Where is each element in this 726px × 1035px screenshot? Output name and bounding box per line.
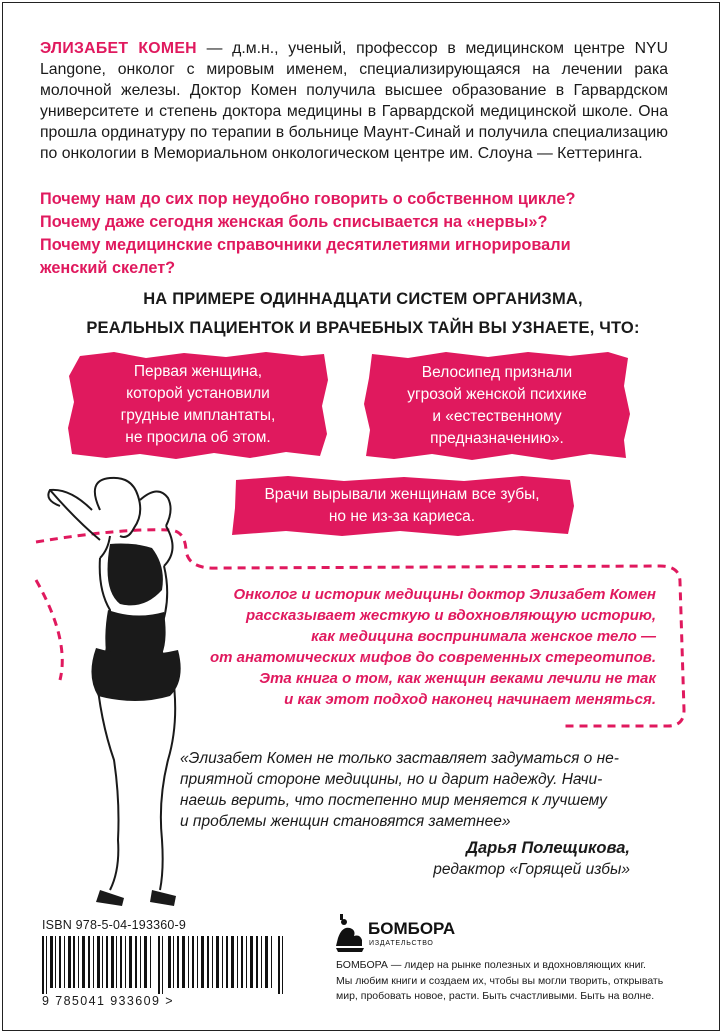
fact-line: предназначению». (430, 430, 564, 447)
description-line: рассказывает жесткую и вдохновляющую историю, (246, 607, 656, 624)
question-line: Почему медицинские справочники десятилетиями игнорировали (40, 236, 571, 254)
publisher-info (336, 958, 676, 1005)
fact-line: грудные имплантаты, (120, 407, 276, 424)
review-line: «Элизабет Комен не только заставляет задуматься о не- (180, 750, 619, 767)
publisher-line: мир, пробовать новое, расти. Быть счастливыми. Быть на волне. (336, 990, 655, 1002)
fact-line: Велосипед признали (421, 364, 573, 381)
barcode-number: 9 785041 933609 > (42, 994, 174, 1008)
publisher-logo (336, 912, 476, 957)
description-line: и как этот подход наконец начинает меняться. (284, 691, 656, 708)
fact-line: и «естественному (432, 408, 562, 425)
description-line: Эта книга о том, как женщин веками лечили не так (259, 670, 656, 687)
review-line: приятной стороне медицины, но и дарит надежду. Начи- (180, 771, 603, 788)
book-description (196, 584, 656, 710)
fact-line: Первая женщина, (133, 363, 263, 380)
publisher-line: Мы любим книги и создаем их, чтобы вы могли творить, открывать (336, 974, 664, 987)
fact-line: но не из-за кариеса. (328, 508, 476, 525)
review-quote (180, 748, 660, 880)
publisher-line: БОМБОРА — лидер на рынке полезных и вдохновляющих книг. (336, 959, 646, 971)
headline (0, 285, 726, 343)
fact-line: Врачи вырывали женщинам все зубы, (264, 486, 540, 503)
barcode (42, 936, 287, 994)
questions-block (40, 188, 680, 280)
review-author-role: редактор «Горящей избы» (433, 861, 630, 878)
question-line: Почему нам до сих пор неудобно говорить о собственном цикле? (40, 190, 576, 208)
fact-line: которой установили (126, 385, 270, 402)
headline-line: РЕАЛЬНЫХ ПАЦИЕНТОК И ВРАЧЕБНЫХ ТАЙН ВЫ УЗНАЕТЕ, ЧТО: (86, 319, 640, 337)
review-author: Дарья Полещикова, (466, 839, 630, 857)
review-line: наешь верить, что постепенно мир меняется к лучшему (180, 792, 607, 809)
author-bio (40, 38, 668, 164)
description-line: как медицина воспринимала женское тело — (311, 628, 656, 645)
logo-sub: ИЗДАТЕЛЬСТВО (369, 940, 434, 947)
description-line: от анатомических мифов до современных стереотипов. (209, 649, 656, 666)
fact-line: не просила об этом. (125, 429, 271, 446)
fact-blob-1 (66, 350, 330, 460)
author-name: ЭЛИЗАБЕТ КОМЕН (40, 40, 197, 57)
headline-line: НА ПРИМЕРЕ ОДИННАДЦАТИ СИСТЕМ ОРГАНИЗМА, (143, 290, 583, 308)
bombora-logo-icon (336, 912, 476, 952)
review-line: и проблемы женщин становятся заметнее» (180, 813, 511, 830)
question-line: Почему даже сегодня женская боль списывается на «нервы»? (40, 213, 548, 231)
question-line: женский скелет? (40, 259, 176, 277)
description-line: Онколог и историк медицины доктор Элизабет Комен (233, 586, 656, 603)
fact-line: угрозой женской психике (407, 386, 587, 403)
isbn-label: ISBN 978-5-04-193360-9 (42, 918, 187, 932)
fact-blob-2 (362, 350, 632, 462)
logo-name: БОМБОРА (368, 919, 456, 938)
author-bio-text: — д.м.н., ученый, профессор в медицинском центре NYU Langone, онколог с мировым именем, специализирующаяся на лечении рака молочной железы. Доктор Комен получила высшее образование в Гарвардском университете и степень доктора медицины в Гарвардской медицинской школе. Она прошла ординатуру по терапии в больнице Маунт-Синай и получила специализацию по онкологии в Мемориальном онкологическом центре им. Слоуна — Кеттеринга. (40, 40, 669, 162)
